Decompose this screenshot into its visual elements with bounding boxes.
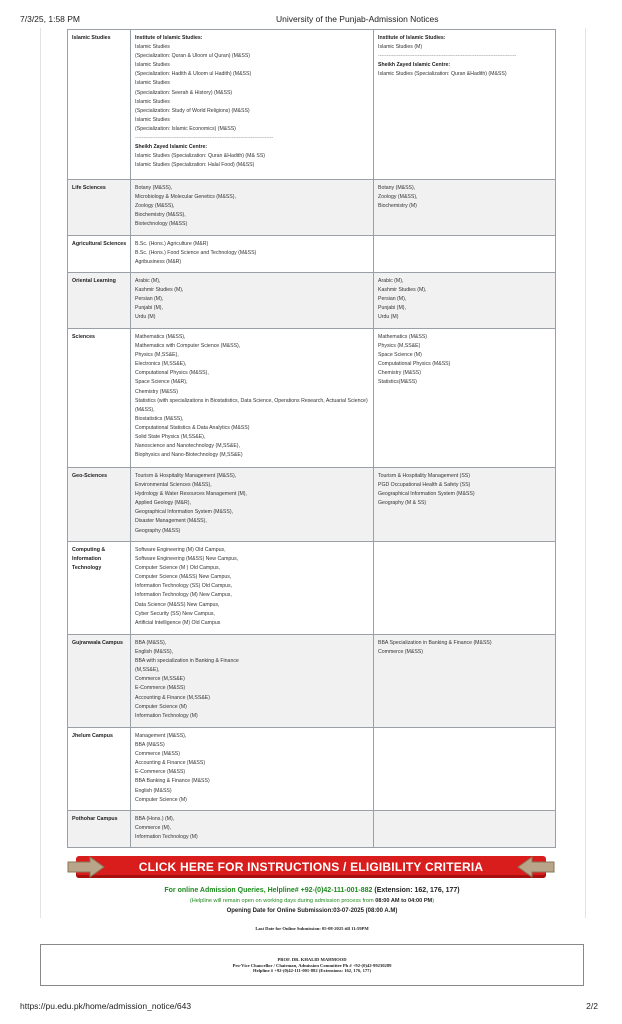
program-item: English (M&SS), <box>135 649 174 656</box>
program-item: Kashmir Studies (M), <box>378 287 427 294</box>
program-item: Geography (M & SS) <box>378 500 427 507</box>
program-item: Management (M&SS), <box>135 733 187 739</box>
print-page-title: University of the Punjab-Admission Notices <box>276 14 439 24</box>
program-item: E-Commerce (M&SS) <box>135 685 186 692</box>
programs-table <box>67 29 556 848</box>
programs-list-secondary <box>374 236 556 273</box>
program-item: Biostatistics (M&SS), <box>135 415 184 422</box>
signature-box <box>40 944 584 986</box>
banner-label: CLICK HERE FOR INSTRUCTIONS / ELIGIBILITY CRITERIA <box>138 860 484 874</box>
program-item: Chemistry (M&SS) <box>378 370 421 377</box>
program-item: BBA (M&SS), <box>135 640 167 646</box>
faculty-name: Life Sciences <box>68 180 131 236</box>
program-item: Software Engineering (M) Old Campus, <box>135 547 226 553</box>
program-item: (Specialization: Seerah & History) (M&SS) <box>135 89 233 96</box>
program-item: Persian (M), <box>378 296 407 303</box>
queries-line <box>40 886 584 896</box>
helpline-hours: 08:00 AM to 04:00 PM <box>375 898 433 904</box>
program-item: Accounting & Finance (M,SS&E) <box>135 694 210 701</box>
programs-list <box>131 236 374 273</box>
program-item: E-Commerce (M&SS) <box>135 769 186 776</box>
program-item: Botany (M&SS), <box>378 185 416 191</box>
program-row <box>68 811 556 848</box>
print-datetime: 7/3/25, 1:58 PM <box>20 14 81 24</box>
program-item: Space Science (M&R), <box>135 379 188 386</box>
programs-list <box>131 180 374 236</box>
program-row <box>68 329 556 468</box>
program-item: Geographical Information System (M&SS) <box>378 491 475 498</box>
programs-list <box>131 635 374 728</box>
program-item: Applied Geology (M&R), <box>135 500 191 507</box>
institute-heading: Institute of Islamic Studies: <box>378 35 446 41</box>
program-row <box>68 30 556 180</box>
program-item: Zoology (M&SS), <box>378 194 418 201</box>
programs-list <box>131 30 374 180</box>
programs-list-secondary <box>374 273 556 329</box>
program-item: Commerce (M,SS&E) <box>135 676 185 683</box>
program-row <box>68 236 556 273</box>
program-item: Statistics(M&SS) <box>378 379 417 386</box>
program-item: Biophysics and Nano-Biotechnology (M,SS&E) <box>135 452 243 459</box>
separator-line: -------------------------------------------------------------------------------- <box>135 135 274 142</box>
faculty-name-line: Technology <box>72 565 102 572</box>
institute-heading: Sheikh Zayed Islamic Centre: <box>378 62 451 69</box>
program-item: Computer Science (M&SS) New Campus, <box>135 574 232 581</box>
program-item: Islamic Studies (Specialization: Quran &Hadith) (M&SS) <box>378 71 507 78</box>
program-row <box>68 180 556 236</box>
program-item: Islamic Studies <box>135 116 170 123</box>
program-item: Islamic Studies (Specialization: Quran &Hadith) (M& SS) <box>135 153 266 160</box>
program-item: (Specialization: Study of World Religions) (M&SS) <box>135 107 250 114</box>
program-row <box>68 468 556 542</box>
program-item: Persian (M), <box>135 296 164 303</box>
institute-heading: Sheikh Zayed Islamic Centre: <box>135 144 208 151</box>
program-item: Information Technology (M) <box>135 834 198 841</box>
programs-list <box>131 811 374 848</box>
program-item: Physics (M,SS&E) <box>378 343 421 350</box>
program-item: B.Sc. (Hons.) Agriculture (M&R) <box>135 241 209 247</box>
program-item: PGD Occupational Health & Safety (SS) <box>378 482 471 489</box>
faculty-name-line: Computing & <box>72 547 106 553</box>
program-item: Urdu (M) <box>378 314 399 321</box>
program-item: (Specialization: Quran & Uloom ul Quran) (M&SS) <box>135 53 251 60</box>
programs-list-secondary <box>374 468 556 542</box>
faculty-name: Oriental Learning <box>68 273 131 329</box>
queries-helpline: For online Admission Queries, Helpline# +92-(0)42-111-001-882 <box>164 887 373 894</box>
programs-list-secondary <box>374 180 556 236</box>
program-item: Physics (M,SS&E), <box>135 352 179 359</box>
programs-list <box>131 728 374 811</box>
faculty-name: Jhelum Campus <box>68 728 131 811</box>
program-item: Computational Physics (M&SS), <box>135 370 209 377</box>
program-item: Environmental Sciences (M&SS), <box>135 482 212 489</box>
helpline-hours-line <box>40 896 584 906</box>
faculty-name: Agricultural Sciences <box>68 236 131 273</box>
last-date: Last Date for Online Submission: 05-08-2025 till 11:59PM <box>255 926 369 931</box>
program-item: Accounting & Finance (M&SS) <box>135 760 206 767</box>
program-item: BBA (Hons.) (M), <box>135 816 175 822</box>
program-item: Microbiology & Molecular Genetics (M&SS), <box>135 194 236 201</box>
program-row <box>68 728 556 811</box>
program-item: Cyber Security (SS) New Campus, <box>135 610 215 617</box>
program-item: Commerce (M&SS) <box>378 649 423 656</box>
program-item: Arabic (M), <box>135 278 161 284</box>
program-item: Botany (M&SS), <box>135 185 173 191</box>
faculty-name: Sciences <box>68 329 131 468</box>
print-page-number: 2/2 <box>586 1001 598 1011</box>
program-item: Islamic Studies <box>135 98 170 105</box>
program-item: Computational Statistics & Data Analytics (M&SS) <box>135 424 250 431</box>
programs-list-secondary <box>374 329 556 468</box>
program-item: Electronics (M,SS&E), <box>135 361 187 368</box>
opening-date: Opening Date for Online Submission:03-07-2025 (08:00 A.M) <box>226 908 398 914</box>
faculty-name <box>68 542 131 635</box>
programs-list-secondary <box>374 30 556 180</box>
program-item: Computer Science (M) <box>135 703 187 710</box>
program-item: Mathematics with Computer Science (M&SS), <box>135 343 241 350</box>
program-item: Chemistry (M&SS) <box>135 388 178 395</box>
program-item: Mathematics (M&SS) <box>378 334 428 340</box>
print-url: https://pu.edu.pk/home/admission_notice/643 <box>20 1001 192 1011</box>
faculty-name-line: Information <box>72 556 102 563</box>
faculty-name: Geo-Sciences <box>68 468 131 542</box>
program-item: (Specialization: Islamic Economics) (M&SS) <box>135 125 236 132</box>
signatory-helpline: Helpline # +92-(0)42-111-001-882 (Extensions: 162, 176, 177) <box>253 968 371 974</box>
program-item: B.Sc. (Hons.) Food Science and Technology (M&SS) <box>135 250 257 257</box>
program-item: Agribusiness (M&R) <box>135 259 182 266</box>
helpline-open-text: (Helpline will remain open on working days during admission process from <box>189 898 374 904</box>
program-item: Hydrology & Water Resources Management (M), <box>135 491 247 498</box>
admission-info <box>40 886 584 916</box>
institute-heading: Institute of Islamic Studies: <box>135 35 203 41</box>
program-item: Disaster Management (M&SS), <box>135 518 207 525</box>
signatory-name: PROF. DR. KHALID MAHMOOD <box>277 957 347 962</box>
program-item: Punjabi (M), <box>135 305 163 312</box>
faculty-name: Gujranwala Campus <box>68 635 131 728</box>
programs-list-secondary <box>374 635 556 728</box>
program-item: Islamic Studies <box>135 80 170 87</box>
program-item: Solid State Physics (M,SS&E), <box>135 434 206 441</box>
program-item: Information Technology (M) <box>135 712 198 719</box>
program-item: Statistics (with specializations in Biostatistics, Data Science, Operations Research, Actuarial Science) <box>135 397 368 404</box>
program-item: Information Technology (SS) Old Campus, <box>135 583 233 590</box>
program-item: Commerce (M), <box>135 825 172 832</box>
program-item: Mathematics (M&SS), <box>135 334 186 340</box>
programs-list <box>131 329 374 468</box>
program-item: Kashmir Studies (M), <box>135 287 184 294</box>
program-item: Tourism & Hospitality Management (SS) <box>378 473 470 479</box>
programs-list-secondary <box>374 542 556 635</box>
program-item: Commerce (M&SS) <box>135 751 180 758</box>
program-item: Islamic Studies (Specialization: Halal Food) (M&SS) <box>135 162 255 169</box>
program-item: Information Technology (M) New Campus, <box>135 592 232 599</box>
program-item: (M&SS), <box>135 406 155 413</box>
program-item: Tourism & Hospitality Management (M&SS), <box>135 473 237 479</box>
faculty-name: Pothohar Campus <box>68 811 131 848</box>
program-item: Islamic Studies (M) <box>378 44 423 51</box>
program-item: BBA Banking & Finance (M&SS) <box>135 778 210 785</box>
program-item: Biochemistry (M) <box>378 203 417 210</box>
program-item: Biotechnology (M&SS) <box>135 221 188 228</box>
program-item: Artificial Intelligence (M) Old Campus <box>135 619 221 626</box>
program-item: Urdu (M) <box>135 314 156 321</box>
faculty-name: Islamic Studies <box>68 30 131 180</box>
separator-line: -------------------------------------------------------------------------------- <box>378 53 517 60</box>
program-item: Islamic Studies <box>135 62 170 69</box>
instructions-banner-button[interactable] <box>66 853 556 881</box>
signatory-designation: Pro-Vice Chancellor / Chairman, Admission Committee Ph # +92-(0)42-99230289 <box>232 962 392 968</box>
program-item: Zoology (M&SS), <box>135 203 175 210</box>
program-item: English (M&SS) <box>135 787 172 794</box>
program-row <box>68 542 556 635</box>
program-item: Punjabi (M), <box>378 305 406 312</box>
program-item: BBA Specialization in Banking & Finance (M&SS) <box>378 640 492 646</box>
program-item: Software Engineering (M&SS) New Campus, <box>135 556 239 563</box>
program-item: (M,SS&E), <box>135 667 160 674</box>
program-item: Computer Science (M ) Old Campus, <box>135 565 221 572</box>
programs-list-secondary <box>374 811 556 848</box>
program-item: Computational Physics (M&SS) <box>378 361 451 368</box>
program-item: Space Science (M) <box>378 352 422 359</box>
programs-list <box>131 468 374 542</box>
program-item: Biochemistry (M&SS), <box>135 212 186 219</box>
queries-extension: (Extension: 162, 176, 177) <box>374 887 460 894</box>
program-item: Arabic (M), <box>378 278 404 284</box>
program-item: Data Science (M&SS) New Campus, <box>135 601 220 608</box>
program-item: Computer Science (M) <box>135 796 187 803</box>
programs-list <box>131 273 374 329</box>
programs-list <box>131 542 374 635</box>
program-item: BBA with specialization in Banking & Finance <box>135 658 239 665</box>
program-item: (Specialization: Hadith & Uloom ul Hadith) (M&SS) <box>135 71 252 78</box>
program-item: BBA (M&SS) <box>135 742 165 749</box>
program-row <box>68 273 556 329</box>
program-row <box>68 635 556 728</box>
program-item: Geography (M&SS) <box>135 527 181 534</box>
program-item: Islamic Studies <box>135 44 170 51</box>
program-item: Nanoscience and Nanotechnology (M,SS&E), <box>135 443 240 450</box>
programs-list-secondary <box>374 728 556 811</box>
helpline-close-paren: ) <box>432 898 435 904</box>
program-item: Geographical Information System (M&SS), <box>135 509 234 516</box>
